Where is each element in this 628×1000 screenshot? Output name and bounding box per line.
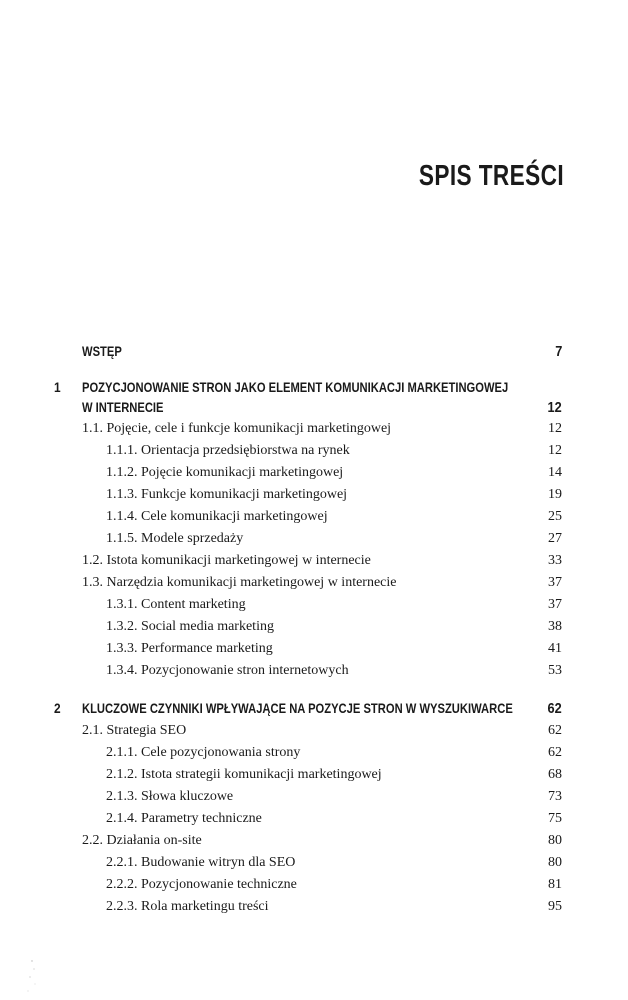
toc-entry-page: 68: [548, 767, 562, 782]
chapter-title-line-2: W INTERNECIE: [82, 399, 164, 415]
toc-entry-page: 38: [548, 619, 562, 634]
toc-entry-label: 2.2. Działania on-site: [82, 833, 202, 848]
toc-entry-label: 1.1.4. Cele komunikacji marketingowej: [106, 509, 328, 524]
toc-entry-page: 80: [548, 855, 562, 870]
toc-entry-page: 27: [548, 531, 562, 546]
toc-entry-page: 7: [554, 343, 562, 360]
chapter-number: 2: [54, 700, 61, 716]
toc-entry-page: 75: [548, 811, 562, 826]
toc-entry-label: 2.1.3. Słowa kluczowe: [106, 789, 234, 804]
toc-entry-page: 80: [548, 833, 562, 848]
toc-entry-page: 73: [548, 789, 562, 804]
chapter-page: 62: [547, 700, 562, 717]
toc-entry-label: 1.2. Istota komunikacji marketingowej w internecie: [82, 553, 371, 568]
toc-entry-label: 2.1.2. Istota strategii komunikacji marketingowej: [106, 767, 382, 782]
toc-entry-label: 2.1.4. Parametry techniczne: [106, 811, 262, 826]
toc-entry-page: 95: [548, 899, 562, 914]
toc-entry-page: 12: [548, 443, 562, 458]
toc-entry-label: 2.1. Strategia SEO: [82, 723, 187, 738]
toc-entry-label: 2.2.1. Budowanie witryn dla SEO: [106, 855, 296, 870]
toc-entry-page: 81: [548, 877, 562, 892]
toc-entry-label: 2.1.1. Cele pozycjonowania strony: [106, 745, 301, 760]
scan-speckle-decoration: [18, 955, 48, 1000]
toc-entry-label: 1.3.4. Pozycjonowanie stron internetowych: [106, 663, 349, 678]
toc-entry-label: 2.2.3. Rola marketingu treści: [106, 899, 269, 914]
toc-entry-page: 62: [548, 723, 562, 738]
toc-entry-label: WSTĘP: [82, 343, 122, 359]
toc-entry-label: 1.1. Pojęcie, cele i funkcje komunikacji marketingowej: [82, 421, 392, 436]
toc-entry-label: 1.3.2. Social media marketing: [106, 619, 274, 634]
toc-entry-label: 1.3.1. Content marketing: [106, 597, 246, 612]
toc-entry-page: 12: [548, 421, 562, 436]
toc-entry-label: 1.1.2. Pojęcie komunikacji marketingowej: [106, 465, 344, 480]
chapter-number: 1: [54, 379, 61, 395]
chapter-title: KLUCZOWE CZYNNIKI WPŁYWAJĄCE NA POZYCJE STRON W WYSZUKIWARCE: [82, 700, 513, 716]
toc-entry-page: 19: [548, 487, 562, 502]
toc-entry-page: 33: [548, 553, 562, 568]
page-title: SPIS TREŚCI: [418, 160, 564, 192]
chapter-page: 12: [547, 399, 562, 416]
toc-entry-page: 41: [548, 641, 562, 656]
toc-entry-page: 62: [548, 745, 562, 760]
toc-entry-page: 25: [548, 509, 562, 524]
toc-entry-page: 14: [548, 465, 562, 480]
toc-entry-label: 1.3.3. Performance marketing: [106, 641, 273, 656]
toc-entry-label: 1.1.5. Modele sprzedaży: [106, 531, 244, 546]
chapter-title-line-1: POZYCJONOWANIE STRON JAKO ELEMENT KOMUNIKACJI MARKETINGOWEJ: [82, 379, 509, 395]
toc-entry-page: 53: [548, 663, 562, 678]
toc-entry-label: 1.1.3. Funkcje komunikacji marketingowej: [106, 487, 348, 502]
toc-entry-label: 2.2.2. Pozycjonowanie techniczne: [106, 877, 297, 892]
toc-entry-page: 37: [548, 575, 562, 590]
toc-entry-label: 1.1.1. Orientacja przedsiębiorstwa na rynek: [106, 443, 350, 458]
toc-entry-page: 37: [548, 597, 562, 612]
toc-entry-label: 1.3. Narzędzia komunikacji marketingowej w internecie: [82, 575, 397, 590]
